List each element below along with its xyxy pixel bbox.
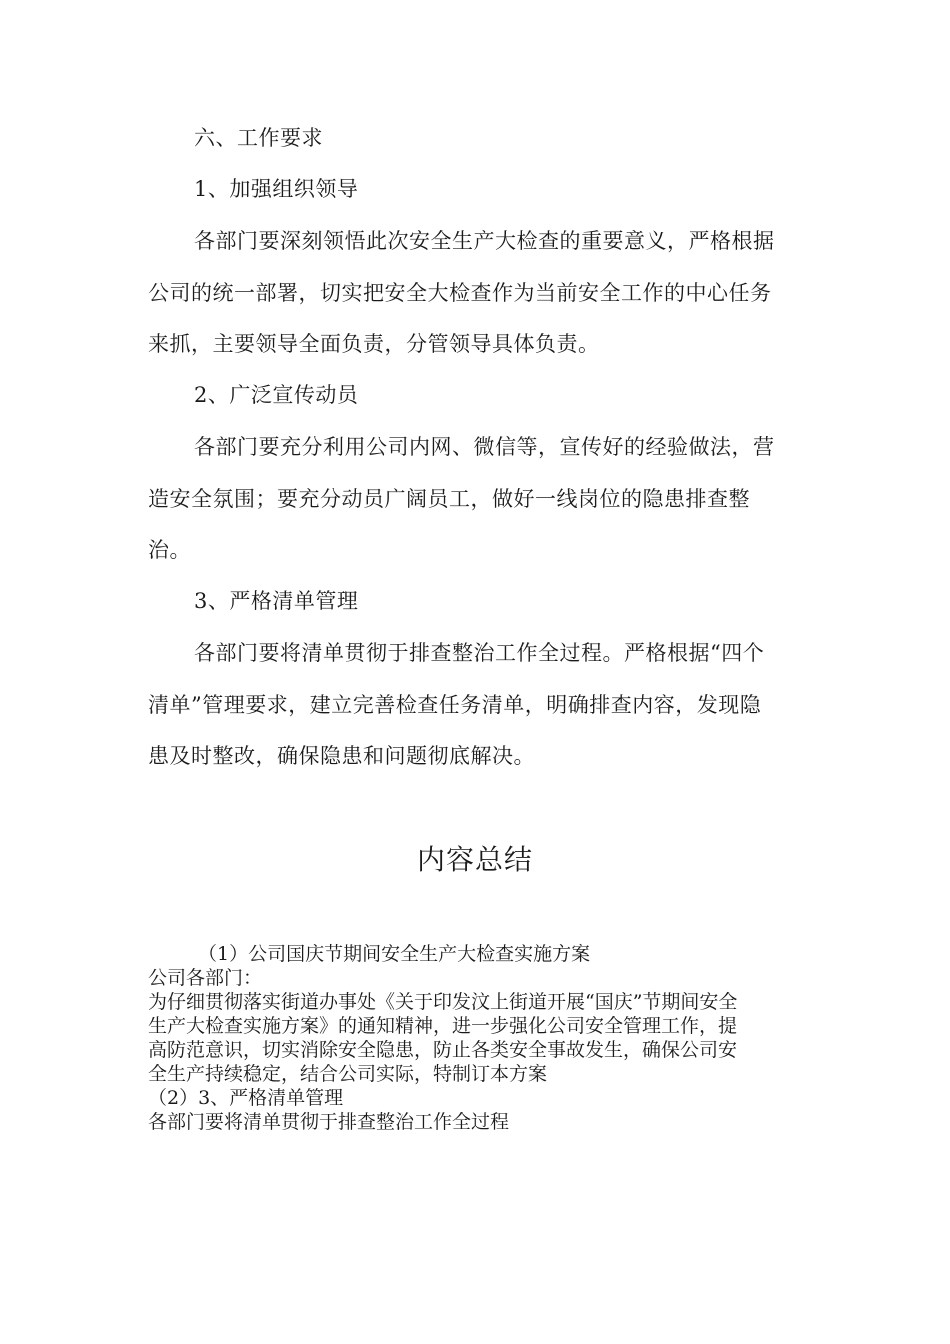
item-heading-1: 1、加强组织领导 (194, 177, 359, 201)
summary-line: 各部门要将清单贯彻于排查整治工作全过程 (148, 1111, 510, 1133)
summary-line: （2）3、严格清单管理 (148, 1087, 344, 1109)
summary-section (148, 942, 798, 1134)
item-heading-3: 3、严格清单管理 (194, 589, 359, 613)
summary-line: 全生产持续稳定，结合公司实际，特制订本方案 (148, 1063, 548, 1085)
section-heading: 六、工作要求 (194, 126, 323, 150)
summary-line: 公司各部门： (148, 967, 263, 989)
summary-line: 高防范意识，切实消除安全隐患，防止各类安全事故发生，确保公司安 (148, 1039, 738, 1061)
item-heading-2: 2、广泛宣传动员 (194, 383, 359, 407)
summary-line: 生产大检查实施方案》的通知精神，进一步强化公司安全管理工作，提 (148, 1015, 738, 1037)
paragraph-line: 各部门要深刻领悟此次安全生产大检查的重要意义，严格根据 (194, 229, 775, 253)
paragraph-line: 来抓，主要领导全面负责，分管领导具体负责。 (148, 332, 600, 356)
summary-line: （1）公司国庆节期间安全生产大检查实施方案 (198, 943, 591, 965)
paragraph-line: 公司的统一部署，切实把安全大检查作为当前安全工作的中心任务 (148, 281, 772, 305)
paragraph-line: 患及时整改，确保隐患和问题彻底解决。 (148, 744, 535, 768)
summary-title: 内容总结 (416, 843, 533, 876)
paragraph-line: 造安全氛围；要充分动员广阔员工，做好一线岗位的隐患排查整 (148, 487, 750, 511)
paragraph-line: 各部门要将清单贯彻于排查整治工作全过程。严格根据“四个 (194, 641, 765, 665)
paragraph-line: 治。 (148, 538, 191, 562)
summary-line: 为仔细贯彻落实街道办事处《关于印发汶上街道开展“国庆”节期间安全 (148, 991, 738, 1013)
paragraph-line: 清单”管理要求，建立完善检查任务清单，明确排查内容，发现隐 (148, 693, 762, 717)
paragraph-line: 各部门要充分利用公司内网、微信等，宣传好的经验做法，营 (194, 435, 775, 459)
